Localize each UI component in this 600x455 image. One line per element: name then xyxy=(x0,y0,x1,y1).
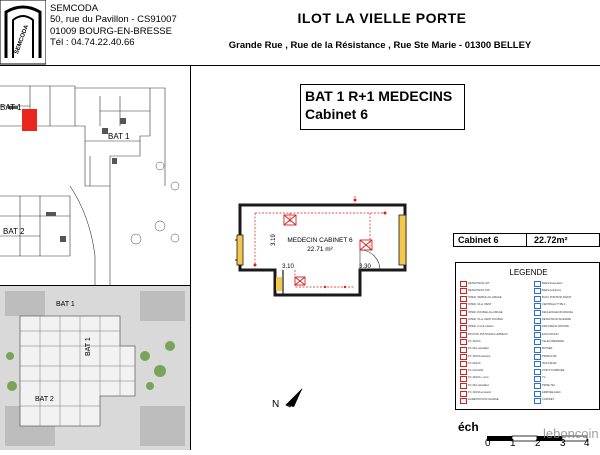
scale-tick-1: 1 xyxy=(510,438,516,449)
aerial-label-bat2: BAT 2 xyxy=(35,396,54,403)
legend-symbol-icon xyxy=(534,281,541,287)
legend-symbol-icon xyxy=(460,281,467,287)
scale-tick-3: 3 xyxy=(560,438,566,449)
legend-item: TV xyxy=(542,376,546,380)
plan-header xyxy=(300,84,465,130)
legend-symbol-icon xyxy=(460,339,467,345)
legend-item: ISOLATEUR xyxy=(542,361,557,365)
site-label-bat1-b: BAT 1 xyxy=(108,132,130,141)
legend-symbol-icon xyxy=(460,288,467,294)
legend-symbol-icon xyxy=(534,391,541,397)
highlighted-unit xyxy=(22,109,37,131)
legend-symbol-icon xyxy=(534,296,541,302)
legend-symbol-icon xyxy=(460,361,467,367)
legend-item: BOUTON POUSSOIR LUMINEUX xyxy=(468,332,508,336)
legend-item: INTER. VA et VIENT xyxy=(468,303,492,307)
surface-unit: Cabinet 6 xyxy=(458,235,499,245)
dim-height: 3.19 xyxy=(271,234,277,246)
site-label-bat1-a: BAT 1 xyxy=(0,103,22,112)
legend-symbol-icon xyxy=(534,303,541,309)
legend-item: COFFRET xyxy=(542,398,555,402)
north-label: N xyxy=(272,399,280,410)
plan-unit-name: Cabinet 6 xyxy=(305,106,369,122)
legend-item: PC 20/32A xyxy=(468,361,481,365)
scale-tick-4: 4 xyxy=(584,438,590,449)
project-title: ILOT LA VIELLE PORTE xyxy=(297,10,467,26)
aerial-label-bat1-a: BAT 1 xyxy=(56,301,75,308)
site-label-bat2: BAT 2 xyxy=(3,227,25,236)
site-plan xyxy=(0,66,190,285)
legend-symbol-icon xyxy=(534,325,541,331)
legend-item: CENTRALE TYPE 4 xyxy=(542,303,566,307)
scale-tick-0: 0 xyxy=(485,438,491,449)
project-address: Grande Rue , Rue de la Résistance , Rue Ste Marie - 01300 BELLEY xyxy=(228,40,532,51)
legend-item: DETECTEUR HVT xyxy=(468,281,490,285)
plan-building-level: BAT 1 R+1 MEDECINS xyxy=(305,88,453,104)
company-name: SEMCODA xyxy=(50,3,99,14)
watermark: leboncoin xyxy=(543,426,599,441)
legend-symbol-icon xyxy=(460,391,467,397)
legend-item: ARRIVEE ELEC xyxy=(542,391,561,394)
legend-item: INTER. VA et VIENT DOUBLE xyxy=(468,318,503,321)
room-name: MEDECIN CABINET 6 xyxy=(287,237,353,244)
legend-symbol-icon xyxy=(534,383,541,389)
legend-item: PC 10/16A xyxy=(468,339,481,343)
legend xyxy=(455,262,600,410)
legend-item: INTER. SIMPLE ALLUMAGE xyxy=(468,296,502,300)
legend-item: EVACUATION xyxy=(542,332,559,336)
legend-item: INTER. DOUBLE ALLUMAGE xyxy=(468,310,503,314)
legend-item: DETECTEUR INCENDIE xyxy=(542,318,571,321)
legend-symbol-icon xyxy=(534,332,541,338)
legend-item: PC 2x10/16A xyxy=(468,369,484,373)
legend-item: PC 32A spécialisé xyxy=(468,383,489,387)
legend-item: BOITIER xyxy=(542,347,553,351)
legend-symbol-icon xyxy=(534,376,541,382)
legend-item: DIFFUSEUR SONORE xyxy=(542,325,569,329)
legend-item: DECLENCHEUR MANUEL xyxy=(542,310,574,314)
legend-symbol-icon xyxy=(460,354,467,360)
surface-area: 22.72m² xyxy=(534,235,568,245)
north-arrow xyxy=(266,385,306,415)
legend-item: PC 10/16A encastré xyxy=(468,391,492,394)
legend-item: BAES Ambiance xyxy=(542,288,562,292)
company-logo xyxy=(0,0,46,70)
legend-item: PRISE TEL xyxy=(542,383,556,387)
company-city: 01009 BOURG-EN-BRESSE xyxy=(50,25,172,37)
dim-right: 3.30 xyxy=(359,264,371,270)
logo-text: SEMCODA xyxy=(13,24,31,56)
legend-item: PC 10/16A + terre xyxy=(468,376,489,380)
legend-symbol-icon xyxy=(460,332,467,338)
legend-item: DETECTEUR TOP xyxy=(468,288,490,292)
legend-item: TELECOMMANDE xyxy=(542,339,564,343)
room-area: 22.71 m² xyxy=(307,246,333,253)
legend-symbol-icon xyxy=(460,347,467,353)
legend-symbol-icon xyxy=(534,339,541,345)
legend-item: PC 10/16A étanche xyxy=(468,354,491,358)
aerial-label-bat1-b: BAT 1 xyxy=(85,337,92,356)
legend-symbol-icon xyxy=(460,318,467,324)
dim-left: 3.10 xyxy=(282,264,294,270)
legend-symbol-icon xyxy=(460,383,467,389)
legend-item: PRISE RJ45 xyxy=(542,354,557,358)
legend-item: ALIMENTATION CHARGE xyxy=(468,398,499,402)
aerial-view xyxy=(0,286,190,450)
legend-item: INTER. A CLE rotative xyxy=(468,325,494,329)
company-phone: Tél : 04.74.22.40.66 xyxy=(50,37,135,49)
legend-symbol-icon xyxy=(460,369,467,375)
scale-tick-2: 2 xyxy=(535,438,541,449)
legend-symbol-icon xyxy=(460,296,467,302)
legend-symbol-icon xyxy=(534,398,541,404)
legend-symbol-icon xyxy=(534,354,541,360)
legend-symbol-icon xyxy=(534,318,541,324)
legend-symbol-icon xyxy=(460,376,467,382)
legend-title: LEGENDE xyxy=(509,268,548,277)
legend-symbol-icon xyxy=(460,303,467,309)
legend-symbol-icon xyxy=(534,361,541,367)
legend-symbol-icon xyxy=(534,369,541,375)
legend-symbol-icon xyxy=(460,398,467,404)
legend-symbol-icon xyxy=(460,325,467,331)
legend-item: POINT D'ARRIVEE xyxy=(542,369,565,373)
legend-item: BAES Evacuation xyxy=(542,281,563,285)
surface-table xyxy=(453,233,600,247)
legend-item: PC 20A spécialisé xyxy=(468,347,489,351)
legend-symbol-icon xyxy=(534,310,541,316)
column-divider xyxy=(190,65,191,450)
floor-plan xyxy=(235,195,410,305)
legend-symbol-icon xyxy=(534,347,541,353)
company-info xyxy=(50,3,200,49)
legend-symbol-icon xyxy=(460,310,467,316)
legend-item: BLOC PORTATIF D'ETAT xyxy=(542,296,572,300)
scale-label: éch xyxy=(458,420,479,434)
company-address: 50, rue du Pavillon - CS91007 xyxy=(50,14,177,26)
legend-symbol-icon xyxy=(534,288,541,294)
